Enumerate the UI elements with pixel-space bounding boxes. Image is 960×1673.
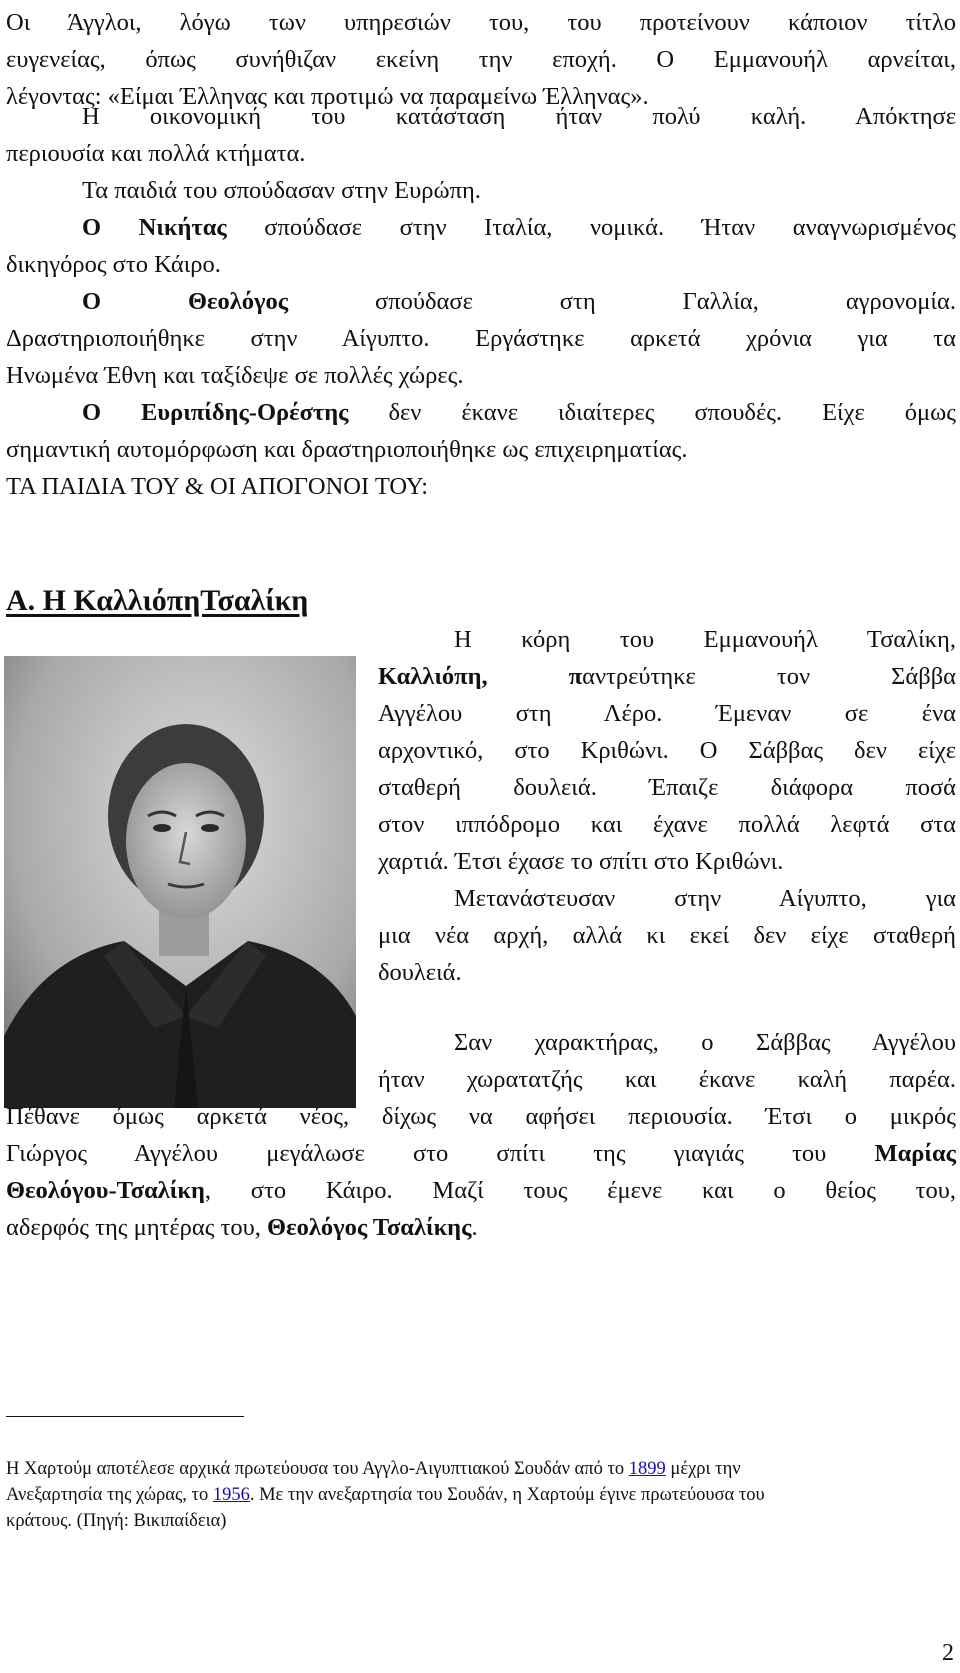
paragraph-children-studies <box>6 172 956 209</box>
person-name: Ο Ευριπίδης-Ορέστης <box>82 399 349 426</box>
text-line: Τα παιδιά του σπούδασαν στην Ευρώπη. <box>82 177 481 204</box>
text-line: Μετανάστευσαν στην Αίγυπτο, για <box>454 885 956 912</box>
person-name: Θεολόγος Τσαλίκης <box>267 1214 472 1241</box>
text-line: Καλλιόπη, παντρεύτηκε τον Σάββα <box>378 663 956 690</box>
person-name: Καλλιόπη, <box>378 663 488 690</box>
text-line: περιουσία και πολλά κτήματα. <box>6 140 306 167</box>
text-line: Γιώργος Αγγέλου μεγάλωσε στο σπίτι της γιαγιάς του Μαρίας <box>6 1140 956 1167</box>
text-line: Ο Θεολόγος σπούδασε στη Γαλλία, αγρονομία. <box>82 288 956 315</box>
footnote-separator <box>6 1416 244 1417</box>
text-line: Ο Ευριπίδης-Ορέστης δεν έκανε ιδιαίτερες σπουδές. Είχε όμως <box>82 399 956 426</box>
text-line: Αγγέλου στη Λέρο. Έμεναν σε ένα <box>378 700 956 727</box>
text-line: σημαντική αυτομόρφωση και δραστηριοποιήθηκε ως επιχειρηματίας. <box>6 436 688 463</box>
text-line: χαρτιά. Έτσι έχασε το σπίτι στο Κριθώνι. <box>378 848 784 875</box>
page-number: 2 <box>942 1640 954 1666</box>
text-line: δικηγόρος στο Κάιρο. <box>6 251 221 278</box>
text-line: ήταν χωρατατζής και έκανε καλή παρέα. <box>378 1066 956 1093</box>
person-name: Θεολόγου-Τσαλίκη <box>6 1177 205 1204</box>
text-line: Ανεξαρτησία της χώρας, το 1956. Με την ανεξαρτησία του Σουδάν, η Χαρτούμ έγινε πρωτεύουσα του <box>6 1485 765 1505</box>
paragraph-giorgos <box>6 1098 956 1246</box>
text-line: Η οικονομική του κατάσταση ήταν πολύ καλή. Απόκτησε <box>82 103 956 130</box>
text-line: Ηνωμένα Έθνη και ταξίδεψε σε πολλές χώρες. <box>6 362 464 389</box>
text-line: αδερφός της μητέρας του, Θεολόγος Τσαλίκης. <box>6 1214 478 1241</box>
text-line: Πέθανε όμως αρκετά νέος, δίχως να αφήσει περιουσία. Έτσι ο μικρός <box>6 1103 956 1130</box>
section-label <box>6 468 956 505</box>
portrait-photo <box>4 656 356 1108</box>
text-line: Θεολόγου-Τσαλίκη, στο Κάιρο. Μαζί τους έμενε και ο θείος του, <box>6 1177 956 1204</box>
text-line: λέγοντας: «Είμαι Έλληνας και προτιμώ να παραμείνω Έλληνας». <box>6 83 649 110</box>
text-line: ευγενείας, όπως συνήθιζαν εκείνη την εποχή. Ο Εμμανουήλ αρνείται, <box>6 46 956 73</box>
text-line: ΤΑ ΠΑΙΔΙΑ ΤΟΥ & ΟΙ ΑΠΟΓΟΝΟΙ ΤΟΥ: <box>6 473 429 500</box>
year-link-1956[interactable]: 1956 <box>212 1485 250 1505</box>
text-line: δουλειά. <box>378 959 462 986</box>
person-name: Ο Νικήτας <box>82 214 227 241</box>
footnote <box>6 1456 956 1534</box>
text-line: Σαν χαρακτήρας, ο Σάββας Αγγέλου <box>454 1029 956 1056</box>
paragraph-kalliopi-marriage <box>378 621 956 880</box>
person-name: Μαρίας <box>874 1140 956 1167</box>
year-link-1899[interactable]: 1899 <box>628 1459 666 1479</box>
text-line: σταθερή δουλειά. Έπαιζε διάφορα ποσά <box>378 774 956 801</box>
text-line: μια νέα αρχή, αλλά κι εκεί δεν είχε σταθερή <box>378 922 956 949</box>
text-line: Δραστηριοποιήθηκε στην Αίγυπτο. Εργάστηκε αρκετά χρόνια για τα <box>6 325 956 352</box>
paragraph-evripidis <box>6 394 956 468</box>
text-line: Η κόρη του Εμμανουήλ Τσαλίκη, <box>454 626 956 653</box>
section-heading: Α. Η ΚαλλιόπηΤσαλίκη <box>6 584 309 617</box>
paragraph-character <box>378 1024 956 1098</box>
text-line: κράτους. (Πηγή: Βικιπαίδεια) <box>6 1511 227 1531</box>
text-line: Οι Άγγλοι, λόγω των υπηρεσιών του, του προτείνουν κάποιον τίτλο <box>6 9 956 36</box>
paragraph-finances <box>6 98 956 172</box>
text-line: Η Χαρτούμ αποτέλεσε αρχικά πρωτεύουσα του Αγγλο-Αιγυπτιακού Σουδάν από το 1899 μέχρι την <box>6 1459 741 1479</box>
paragraph-theologos <box>6 283 956 394</box>
text-line: αρχοντικό, στο Κριθώνι. Ο Σάββας δεν είχε <box>378 737 956 764</box>
person-name: Ο Θεολόγος <box>82 288 289 315</box>
paragraph-emigration <box>378 880 956 991</box>
paragraph-nikitas <box>6 209 956 283</box>
text-line: Ο Νικήτας σπούδασε στην Ιταλία, νομικά. Ήταν αναγνωρισμένος <box>82 214 956 241</box>
text-line: στον ιππόδρομο και έχανε πολλά λεφτά στα <box>378 811 956 838</box>
